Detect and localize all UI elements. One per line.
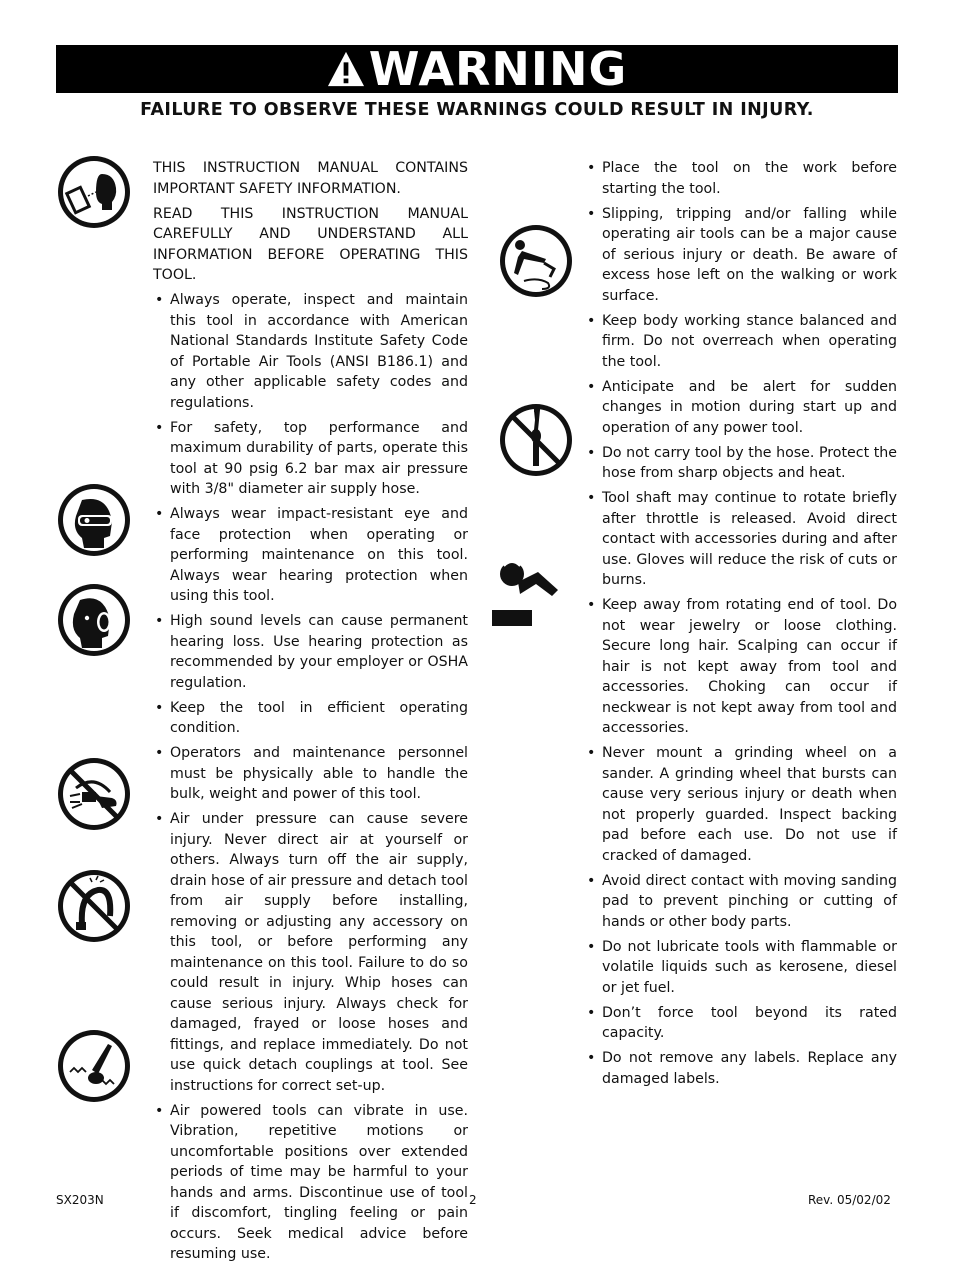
warning-banner [56, 42, 898, 96]
list-item: • Never mount a grinding wheel on a sander. A grinding wheel that bursts can cause very serious injury or death when not properly guarded. Inspect backing pad before each use. Do not use if cracked of damaged. [585, 743, 897, 866]
warning-subheading: FAILURE TO OBSERVE THESE WARNINGS COULD RESULT IN INJURY. [140, 100, 814, 120]
warning-triangle-icon [327, 49, 365, 89]
intro-paragraph: READ THIS INSTRUCTION MANUAL CAREFULLY AND UNDERSTAND ALL INFORMATION BEFORE OPERATING THIS TOOL. [153, 205, 468, 283]
list-item: • Avoid direct contact with moving sanding pad to prevent pinching or cutting of hands or other body parts. [585, 871, 897, 933]
intro-paragraph: THIS INSTRUCTION MANUAL CONTAINS IMPORTANT SAFETY INFORMATION. [153, 160, 468, 197]
hearing-protection-icon [56, 582, 132, 658]
list-item: • Do not lubricate tools with flammable or volatile liquids such as kerosene, diesel or jet fuel. [585, 937, 897, 999]
list-item: • Keep away from rotating end of tool. Do not wear jewelry or loose clothing. Secure long hair. Scalping can occur if hair is not kept away from tool and accessories. Choking can occur if neckwear is not kept away from tool and accessories. [585, 595, 897, 739]
read-manual-icon [56, 154, 132, 230]
list-item: • Anticipate and be alert for sudden changes in motion during start up and operation of any power tool. [585, 377, 897, 439]
list-item: • Operators and maintenance personnel must be physically able to handle the bulk, weight and power of this tool. [153, 743, 468, 805]
list-item: • Don’t force tool beyond its rated capacity. [585, 1003, 897, 1044]
right-column [585, 158, 897, 1094]
footer-page-number: 2 [469, 1193, 477, 1207]
list-item: • Do not remove any labels. Replace any damaged labels. [585, 1048, 897, 1089]
footer-revision: Rev. 05/02/02 [808, 1193, 891, 1207]
list-item: • Air under pressure can cause severe injury. Never direct air at yourself or others. Always turn off the air supply, drain hose of air pressure and detach tool from air supply before installing, removing or adjusting any accessory on this tool, or before performing any maintenance on this tool. Failure to do so could result in injury. Whip hoses can cause serious injury. Always check for damaged, frayed or loose hoses and fittings, and replace immediately. Do not use quick detach couplings at tool. See instructions for correct set-up. [153, 809, 468, 1096]
list-item: • Keep the tool in efficient operating condition. [153, 698, 468, 739]
footer-model: SX203N [56, 1193, 104, 1207]
list-item: • Place the tool on the work before starting the tool. [585, 158, 897, 199]
list-item: • For safety, top performance and maximum durability of parts, operate this tool at 90 psig 6.2 bar max air pressure with 3/8" diameter air supply hose. [153, 418, 468, 500]
list-item: • Always operate, inspect and maintain this tool in accordance with American National Standards Institute Safety Code of Portable Air Tools (ANSI B186.1) and any other applicable safety codes and regulations. [153, 290, 468, 413]
list-item: • Do not carry tool by the hose. Protect the hose from sharp objects and heat. [585, 443, 897, 484]
no-carry-by-hose-icon [498, 402, 574, 478]
left-bullet-list [153, 290, 468, 1265]
list-item: • Air powered tools can vibrate in use. Vibration, repetitive motions or uncomfortable positions over extended periods of time may be harmful to your hands and arms. Discontinue use of tool if discomfort, tingling feeling or pain occurs. Seek medical advice before resuming use. [153, 1101, 468, 1265]
right-bullet-list [585, 158, 897, 1089]
entanglement-icon [490, 552, 566, 628]
warning-title: WARNING [368, 42, 628, 96]
no-whip-hose-icon [56, 868, 132, 944]
list-item: • Keep body working stance balanced and firm. Do not overreach when operating the tool. [585, 311, 897, 373]
vibration-icon [56, 1028, 132, 1104]
no-air-at-body-icon [56, 756, 132, 832]
list-item: • Tool shaft may continue to rotate briefly after throttle is released. Avoid direct contact with accessories during and after use. Gloves will reduce the risk of cuts or burns. [585, 488, 897, 591]
slip-trip-fall-icon [498, 223, 574, 299]
eye-protection-icon [56, 482, 132, 558]
list-item: • Always wear impact-resistant eye and face protection when operating or performing maintenance on this tool. Always wear hearing protection when using this tool. [153, 504, 468, 607]
list-item: • Slipping, tripping and/or falling while operating air tools can be a major cause of serious injury or death. Be aware of excess hose left on the walking or work surface. [585, 204, 897, 307]
list-item: • High sound levels can cause permanent hearing loss. Use hearing protection as recommended by your employer or OSHA regulation. [153, 611, 468, 693]
left-column [153, 158, 468, 1269]
